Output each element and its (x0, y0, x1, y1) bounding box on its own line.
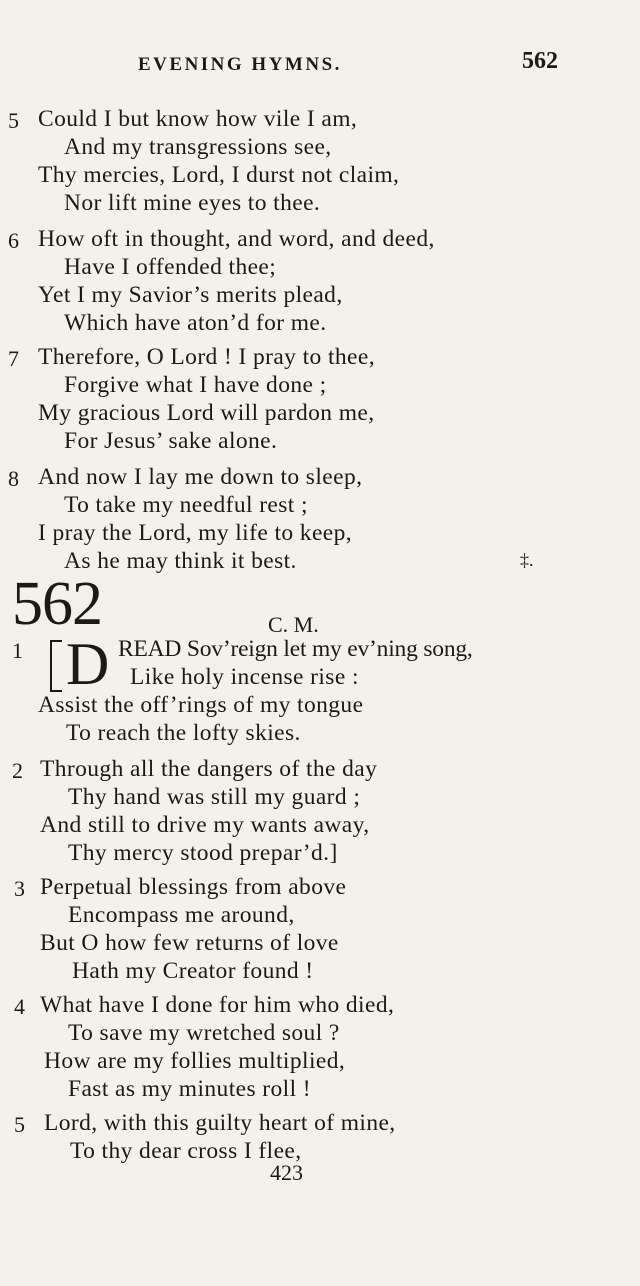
verse-line: How oft in thought, and word, and deed, (38, 226, 435, 252)
verse-line: Nor lift mine eyes to thee. (64, 190, 321, 216)
verse-line: Assist the off’rings of my tongue (38, 692, 364, 718)
verse-line: To take my needful rest ; (64, 492, 308, 518)
verse-line: To reach the lofty skies. (66, 720, 301, 746)
verse-line: Thy mercies, Lord, I durst not claim, (38, 162, 400, 188)
verse-line: READ Sov’reign let my ev’ning song, (118, 636, 473, 662)
verse-line: Have I offended thee; (64, 254, 277, 280)
verse-line: Hath my Creator found ! (72, 958, 314, 984)
verse-line: As he may think it best. (64, 548, 297, 574)
footer-page-number: 423 (270, 1160, 303, 1185)
opening-bracket (50, 640, 62, 692)
verse-number: 1 (12, 638, 23, 663)
verse-number: 5 (8, 108, 19, 133)
hymn-number: 562 (12, 570, 102, 638)
verse-line: Forgive what I have done ; (64, 372, 327, 398)
end-mark: ‡. (520, 550, 534, 570)
verse-line: To save my wretched soul ? (68, 1020, 340, 1046)
verse-line: My gracious Lord will pardon me, (38, 400, 375, 426)
verse-line: Lord, with this guilty heart of mine, (44, 1110, 396, 1136)
verse-line: Encompass me around, (68, 902, 295, 928)
verse-number: 5 (14, 1112, 25, 1137)
verse-line: Thy mercy stood prepar’d.] (68, 840, 338, 866)
drop-cap: D (66, 631, 110, 697)
verse-number: 7 (8, 346, 19, 371)
verse-number: 8 (8, 466, 19, 491)
verse-line: I pray the Lord, my life to keep, (38, 520, 353, 546)
verse-line: Like holy incense rise : (130, 664, 359, 690)
verse-number: 2 (12, 758, 23, 783)
verse-line: Could I but know how vile I am, (38, 106, 358, 132)
verse-line: For Jesus’ sake alone. (64, 428, 278, 454)
verse-number: 6 (8, 228, 19, 253)
verse-line: Through all the dangers of the day (40, 756, 378, 782)
running-head: EVENING HYMNS. (138, 54, 342, 75)
verse-number: 4 (14, 994, 25, 1019)
verse-line: But O how few returns of love (40, 930, 339, 956)
verse-line: And still to drive my wants away, (40, 812, 370, 838)
page-header (0, 48, 640, 88)
verse-line: What have I done for him who died, (40, 992, 395, 1018)
header-page-number: 562 (522, 48, 558, 74)
verse-line: Therefore, O Lord ! I pray to thee, (38, 344, 375, 370)
verse-line: And my transgressions see, (64, 134, 332, 160)
verse-line: To thy dear cross I flee, (70, 1138, 302, 1164)
verse-line: Fast as my minutes roll ! (68, 1076, 312, 1102)
verse-line: How are my follies multiplied, (44, 1048, 346, 1074)
hymn-meter: C. M. (268, 612, 319, 637)
verse-line: Perpetual blessings from above (40, 874, 347, 900)
verse-line: Thy hand was still my guard ; (68, 784, 361, 810)
verse-line: Yet I my Savior’s merits plead, (38, 282, 343, 308)
verse-line: Which have aton’d for me. (64, 310, 327, 336)
verse-number: 3 (14, 876, 25, 901)
verse-line: And now I lay me down to sleep, (38, 464, 363, 490)
